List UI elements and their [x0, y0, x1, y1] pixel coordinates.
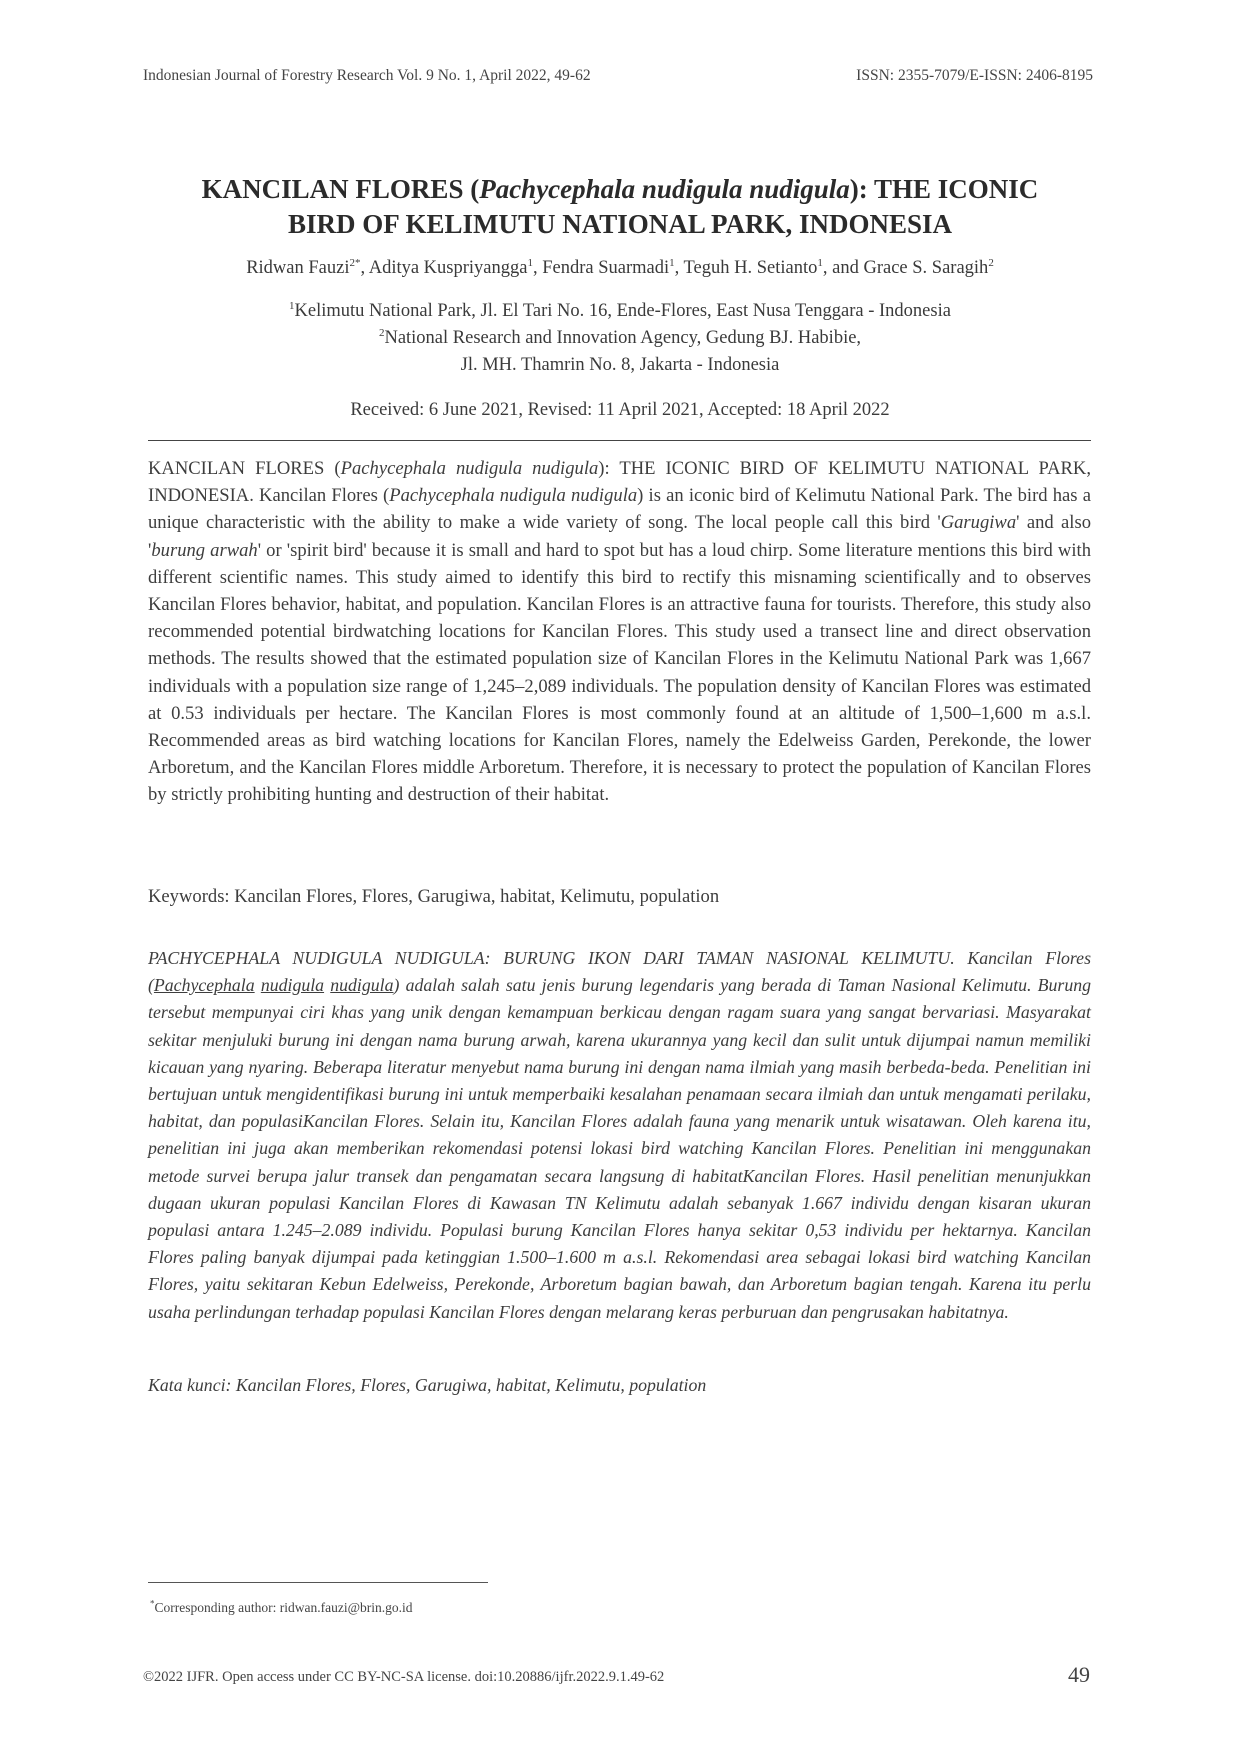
- title-text-end: ): THE ICONIC: [849, 174, 1039, 204]
- footnote-mark: *: [150, 1598, 155, 1609]
- species-name: Pachycephala nudigula nudigula: [389, 485, 638, 507]
- author-name: Aditya Kuspriyangga: [368, 258, 528, 278]
- title-line-2: BIRD OF KELIMUTU NATIONAL PARK, INDONESIA: [287, 209, 953, 239]
- author-affil-mark: 1: [817, 256, 823, 269]
- affil-text: Kelimutu National Park, Jl. El Tari No. 16, Ende-Flores, East Nusa Tenggara - Indonesia: [294, 301, 951, 321]
- divider: [148, 440, 1091, 441]
- abstract-indonesian: [148, 945, 1091, 1326]
- abstract-text: ' or 'spirit bird' because it is small and hard to spot but has a loud chirp. Some literature mentions this bird with different scientific names. This study aimed to identify this bird to rectify this misnaming scientifically and to observes Kancilan Flores behavior, habitat, and population. Kancilan Flores is an attractive fauna for tourists. Therefore, this study also recommended potential birdwatching locations for Kancilan Flores. This study used a transect line and direct observation methods. The results showed that the estimated population size of Kancilan Flores in the Kelimutu National Park was 1,667 individuals with a population size range of 1,245–2,089 individuals. The population density of Kancilan Flores was estimated at 0.53 individuals per hectare. The Kancilan Flores is most commonly found at an altitude of 1,500–1,600 m a.s.l. Recommended areas as bird watching locations for Kancilan Flores, namely the Edelweiss Garden, Perekonde, the lower Arboretum, and the Kancilan Flores middle Arboretum. Therefore, it is necessary to protect the population of Kancilan Flores by strictly prohibiting hunting and destruction of their habitat.: [148, 539, 1091, 806]
- license-footer: ©2022 IJFR. Open access under CC BY-NC-SA license. doi:10.20886/ijfr.2022.9.1.49-62: [143, 1669, 665, 1685]
- species-subspecies: nudigula: [330, 975, 394, 996]
- affiliation-2: [150, 325, 1090, 352]
- species-genus: Pachycephala: [153, 975, 255, 996]
- abstrak-text: ) adalah salah satu jenis burung legendaris yang berada di Taman Nasional Kelimutu. Burung tersebut mempunyai ciri khas yang unik dengan kemampuan berkicau dengan ragam suara yang sangat bervariasi. Masyarakat sekitar menjuluki burung ini dengan nama burung arwah, karena ukurannya yang kecil dan sulit untuk dijumpai namun memiliki kicauan yang nyaring. Beberapa literatur menyebut nama burung ini dengan nama ilmiah yang masih berbeda-beda. Penelitian ini bertujuan untuk mengidentifikasi burung ini untuk memperbaiki kesalahan penamaan secara ilmiah dan untuk mengamati perilaku, habitat, dan populasiKancilan Flores. Selain itu, Kancilan Flores adalah fauna yang menarik untuk wisatawan. Oleh karena itu, penelitian ini juga akan memberikan rekomendasi potensi lokasi bird watching Kancilan Flores. Penelitian ini menggunakan metode survei berupa jalur transek dan pengamatan secara langsung di habitatKancilan Flores. Hasil penelitian menunjukkan dugaan ukuran populasi Kancilan Flores di Kawasan TN Kelimutu adalah sebanyak 1.667 individu dengan kisaran ukuran populasi antara 1.245–2.089 individu. Populasi burung Kancilan Flores hanya sekitar 0,53 individu per hektarnya. Kancilan Flores paling banyak dijumpai pada ketinggian 1.500–1.600 m a.s.l. Rekomendasi area sebagai lokasi bird watching Kancilan Flores, yaitu sekitaran Kebun Edelweiss, Perekonde, Arboretum bagian bawah, dan Arboretum bagian tengah. Karena itu perlu usaha perlindungan terhadap populasi Kancilan Flores dengan melarang keras perburuan dan pengrusakan habitatnya.: [148, 975, 1092, 1322]
- affiliation-1: [150, 298, 1090, 325]
- affiliations: [150, 298, 1090, 379]
- abstrak-text: PACHYCEPHALA NUDIGULA NUDIGULA: BURUNG IKON DARI TAMAN NASIONAL KELIMUTU. Kancilan Flores (: [148, 948, 1091, 996]
- paper-title: [150, 172, 1090, 242]
- author-list: Ridwan Fauzi$^{2*}$, Aditya Kuspriyangga$^1$, Fendra Suarmadi$^1$, Teguh H. Setianto$^1$, and Grace S. Saragih$^2$: [246, 256, 994, 278]
- affil-text: National Research and Innovation Agency, Gedung BJ. Habibie,: [384, 328, 862, 348]
- affiliation-2-address: Jl. MH. Thamrin No. 8, Jakarta - Indonesia: [460, 355, 780, 375]
- footnote-divider: [148, 1582, 488, 1583]
- affil-mark: 1: [289, 299, 295, 312]
- corresponding-author-footnote: [150, 1600, 413, 1616]
- title-text: KANCILAN FLORES (: [201, 174, 480, 204]
- species-epithet: nudigula: [260, 975, 325, 996]
- keywords: Keywords: Kancilan Flores, Flores, Garugiwa, habitat, Kelimutu, population: [148, 886, 720, 907]
- abstract-text: ) is an iconic bird of Kelimutu National Park. The bird has a unique characteristic with the ability to make a wide variety of song. The local people call this bird ': [148, 485, 1091, 534]
- affil-mark: 2: [378, 326, 385, 339]
- page-number: 49: [1068, 1662, 1090, 1687]
- author-name: Ridwan Fauzi: [246, 258, 350, 278]
- author-name: and Grace S. Saragih: [832, 258, 989, 278]
- author-affil-mark: 2: [988, 256, 994, 269]
- author-affil-mark: 1: [527, 256, 533, 269]
- submission-dates: Received: 6 June 2021, Revised: 11 April 2021, Accepted: 18 April 2022: [350, 400, 890, 420]
- author-affil-mark: 1: [669, 256, 675, 269]
- abstract-text: ' and also ': [148, 512, 1091, 561]
- running-header-journal: Indonesian Journal of Forestry Research Vol. 9 No. 1, April 2022, 49-62: [143, 67, 591, 84]
- title-species: Pachycephala nudigula nudigula: [479, 174, 850, 204]
- abstract-english: [148, 455, 1091, 809]
- kata-kunci: Kata kunci: Kancilan Flores, Flores, Garugiwa, habitat, Kelimutu, population: [148, 1375, 707, 1395]
- footnote-text: Corresponding author: ridwan.fauzi@brin.go.id: [154, 1600, 413, 1615]
- local-name: burung arwah: [151, 539, 258, 561]
- running-header-issn: ISSN: 2355-7079/E-ISSN: 2406-8195: [856, 67, 1093, 84]
- author-name: Teguh H. Setianto: [683, 258, 818, 278]
- abstract-text: ): THE ICONIC BIRD OF KELIMUTU NATIONAL PARK, INDONESIA. Kancilan Flores (: [148, 458, 1091, 507]
- author-affil-mark: 2*: [349, 256, 361, 269]
- author-name: Fendra Suarmadi: [542, 258, 670, 278]
- abstract-text: KANCILAN FLORES (: [148, 458, 341, 479]
- species-name: Pachycephala nudigula nudigula: [340, 458, 599, 479]
- local-name: Garugiwa: [940, 512, 1017, 534]
